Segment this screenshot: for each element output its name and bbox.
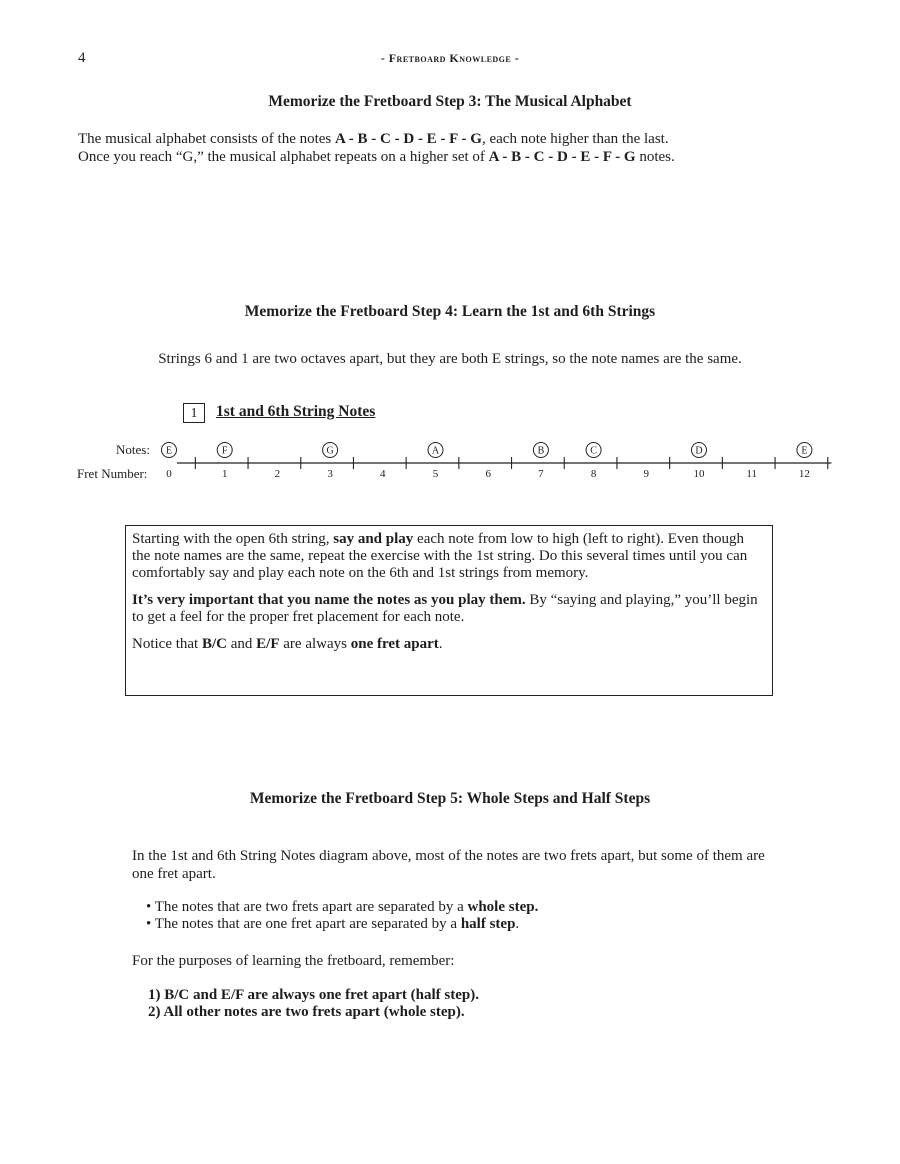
step5-heading: Memorize the Fretboard Step 5: Whole Steps and Half Steps	[249, 790, 651, 807]
bullet-half-step: • The notes that are one fret apart are separated by a half step.	[146, 916, 520, 932]
fret-number-11: 11	[746, 468, 757, 480]
note-label-g: G	[326, 445, 334, 457]
notes-label: Notes:	[116, 442, 150, 457]
fret-number-10: 10	[693, 468, 705, 480]
fretboard-diagram	[0, 430, 900, 490]
instruction-paragraph-1: Starting with the open 6th string, say and play each note from low to high (left to right). Even though the note names are the same, repeat the exercise with the 1st string. Do this several times until you can comfortably say and play each note on the 6th and 1st strings from memory.	[132, 531, 748, 581]
step3-paragraph: The musical alphabet consists of the notes A - B - C - D - E - F - G, each note higher than the last. Once you reach “G,” the musical alphabet repeats on a higher set of A - B - C - D - E - F - G notes.	[78, 131, 675, 165]
note-label-d: D	[695, 445, 703, 457]
fret-number-3: 3	[327, 468, 333, 480]
fret-number-1: 1	[221, 468, 228, 480]
diagram-title: 1st and 6th String Notes	[216, 403, 376, 420]
note-label-f: F	[221, 445, 228, 457]
step-list	[146, 899, 538, 933]
fret-number-0: 0	[166, 468, 172, 480]
note-label-c: C	[590, 445, 597, 457]
diagram-number-box: 1	[183, 403, 205, 423]
bullet-whole-step: • The notes that are two frets apart are separated by a whole step.	[146, 899, 539, 915]
fret-number-9: 9	[643, 468, 650, 480]
fret-number-5: 5	[432, 468, 439, 480]
note-label-e: E	[165, 445, 173, 457]
fret-number-label: Fret Number:	[77, 466, 148, 481]
step4-heading: Memorize the Fretboard Step 4: Learn the 1st and 6th Strings	[244, 303, 656, 320]
fret-number-4: 4	[380, 468, 386, 480]
note-label-a: A	[431, 445, 440, 457]
page-number: 4	[78, 50, 86, 66]
step5-intro: In the 1st and 6th String Notes diagram above, most of the notes are two frets apart, but some of them are one fret apart.	[132, 848, 765, 882]
instruction-box	[125, 525, 773, 696]
rule-2: 2) All other notes are two frets apart (whole step).	[148, 1004, 465, 1020]
instruction-paragraph-2: It’s very important that you name the notes as you play them. By “saying and playing,” you’ll begin to get a feel for the proper fret placement for each note.	[132, 592, 758, 625]
rules-list	[148, 987, 479, 1021]
fret-number-2: 2	[274, 468, 281, 480]
note-label-b: B	[537, 445, 545, 457]
fret-number-8: 8	[590, 468, 597, 480]
fret-number-7: 7	[538, 468, 544, 480]
step3-heading: Memorize the Fretboard Step 3: The Musical Alphabet	[268, 93, 632, 110]
fret-number-6: 6	[485, 468, 491, 480]
running-title: - Fretboard Knowledge -	[380, 51, 520, 65]
step4-intro: Strings 6 and 1 are two octaves apart, but they are both E strings, so the note names are the same.	[158, 351, 742, 367]
rule-1: 1) B/C and E/F are always one fret apart (half step).	[148, 987, 479, 1003]
note-label-e: E	[801, 445, 808, 457]
instruction-paragraph-3: Notice that B/C and E/F are always one fret apart.	[132, 636, 443, 652]
fret-number-12: 12	[798, 468, 810, 480]
remember-text: For the purposes of learning the fretboard, remember:	[132, 953, 455, 969]
